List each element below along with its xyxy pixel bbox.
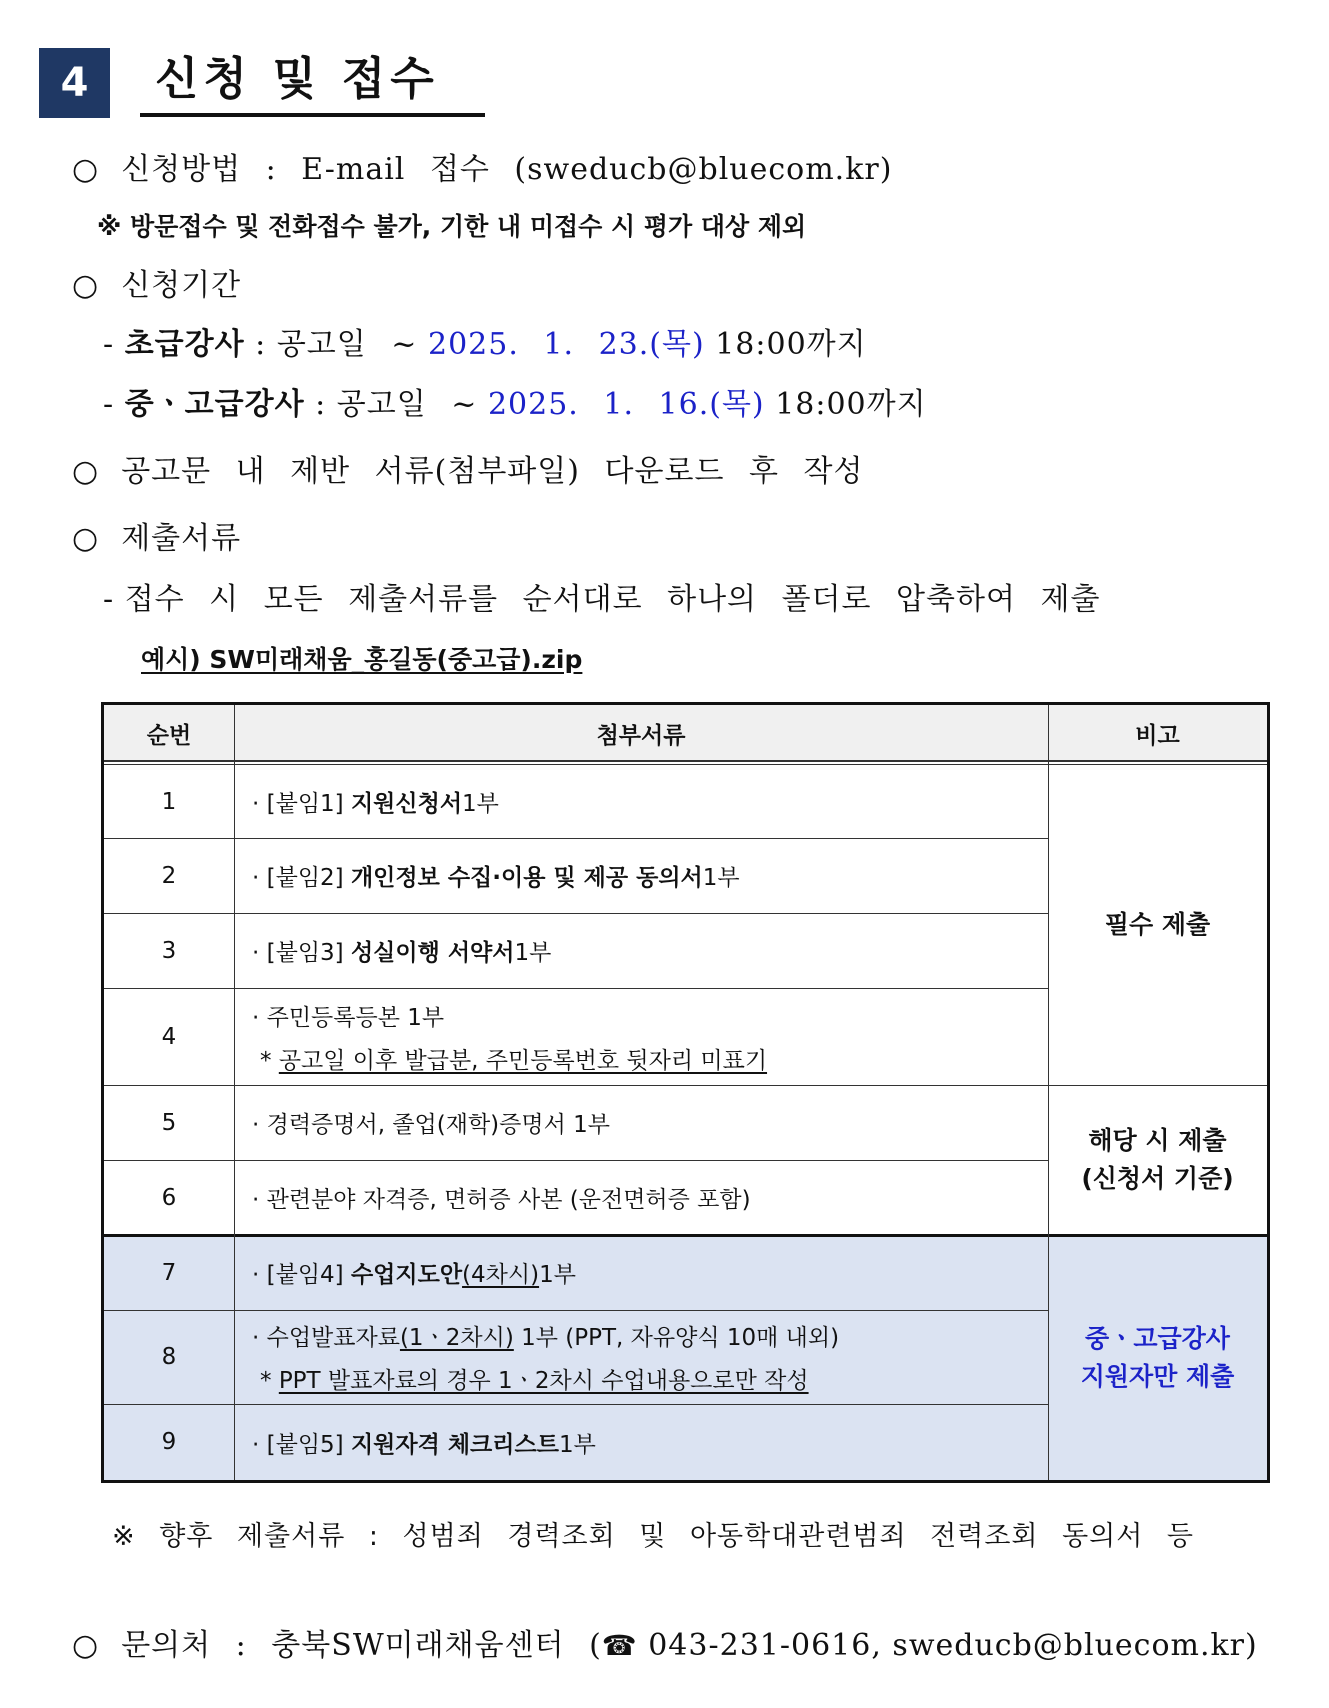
doc-text: · 수업발표자료	[252, 1325, 400, 1351]
future-docs-text: ※ 향후 제출서류 : 성범죄 경력조회 및 아동학대관련범죄 전력조회 동의서 등	[112, 1521, 1195, 1552]
section-title: 신청 및 접수	[155, 52, 439, 105]
header-remark: 비고	[1048, 705, 1267, 761]
dash: -	[103, 327, 115, 362]
doc-prefix: · [붙임5]	[252, 1431, 344, 1458]
header-no: 순번	[104, 705, 234, 761]
col-divider	[1048, 705, 1049, 1480]
row-number: 7	[161, 1259, 177, 1286]
doc-text: · 주민등록등본 1부	[252, 1004, 445, 1031]
doc-suffix: 1부	[702, 865, 740, 891]
contact-line	[72, 1626, 1258, 1666]
row-number: 9	[161, 1429, 177, 1455]
future-docs-note	[112, 1517, 1194, 1557]
row-number: 5	[161, 1109, 177, 1136]
period-row-beginner	[103, 325, 867, 365]
apply-period-label: 신청기간	[121, 268, 242, 303]
period-from: 공고일 ~	[336, 387, 478, 422]
table-row-doc	[234, 765, 1048, 838]
remark-mid-high	[1048, 1235, 1267, 1480]
separator: :	[255, 327, 267, 362]
table-row-doc	[234, 1235, 1048, 1310]
row-divider	[104, 1310, 1048, 1311]
table-row-doc	[234, 838, 1048, 913]
doc-suffix: 1부	[462, 791, 499, 817]
row-divider	[104, 1085, 1267, 1086]
row-number: 6	[161, 1184, 177, 1211]
doc-paren: (1ㆍ2차시)	[399, 1325, 514, 1351]
period-from: 공고일 ~	[276, 327, 418, 362]
remark-line: (신청서 기준)	[1081, 1164, 1234, 1193]
dash: -	[103, 582, 115, 617]
doc-title: 수업지도안	[350, 1262, 463, 1288]
col-divider	[234, 705, 235, 1480]
apply-period-line	[72, 266, 241, 306]
remark-conditional	[1048, 1085, 1267, 1235]
phone-icon: ☎	[601, 1629, 638, 1662]
doc-suffix: 1부	[514, 940, 552, 966]
doc-prefix: · [붙임2]	[252, 865, 344, 891]
period-time: 18:00까지	[715, 327, 867, 362]
doc-subnote: 공고일 이후 발급분, 주민등록번호 뒷자리 미표기	[278, 1047, 768, 1074]
table-row-doc: · 경력증명서, 졸업(재학)증명서 1부	[252, 1112, 610, 1138]
period-role: 중ㆍ고급강사	[124, 387, 305, 422]
row-divider	[104, 1404, 1048, 1405]
doc-title: 지원신청서	[350, 791, 463, 817]
bullet-circle: ○	[72, 268, 100, 303]
submission-example: 예시) SW미래채움_홍길동(중고급).zip	[141, 645, 583, 674]
submission-instruction: 접수 시 모든 제출서류를 순서대로 하나의 폴더로 압축하여 제출	[124, 582, 1101, 617]
row-divider	[104, 1160, 1048, 1161]
apply-method-line	[72, 150, 892, 190]
period-time: 18:00까지	[775, 387, 927, 422]
section-number-badge: 4	[39, 48, 110, 118]
table-row-doc	[234, 913, 1048, 988]
doc-paren: (4차시)	[462, 1262, 540, 1288]
doc-suffix: 1부	[539, 1262, 576, 1288]
submission-line	[72, 519, 241, 559]
apply-method-text: 신청방법 : E-mail 접수 (sweducb@bluecom.kr)	[121, 152, 893, 187]
row-divider	[104, 988, 1048, 989]
bullet-circle: ○	[72, 1628, 100, 1663]
doc-title: 지원자격 체크리스트	[350, 1431, 559, 1458]
table-row-doc	[234, 1404, 1048, 1480]
header-double-rule	[104, 764, 1267, 765]
table-row-doc	[234, 988, 1048, 1085]
download-line	[72, 452, 863, 492]
doc-title: 성실이행 서약서	[350, 940, 515, 966]
period-date: 2025. 1. 23.(목)	[427, 327, 705, 362]
period-role: 초급강사	[124, 327, 245, 362]
remark-line: 중ㆍ고급강사	[1085, 1323, 1230, 1353]
period-row-intermediate	[103, 385, 927, 425]
bullet-circle: ○	[72, 454, 100, 489]
row-number: 8	[161, 1344, 177, 1370]
contact-label: 문의처 : 충북SW미래채움센터 (	[121, 1628, 602, 1663]
row-number: 1	[161, 788, 177, 815]
submission-label: 제출서류	[121, 521, 242, 556]
remark-line: 지원자만 제출	[1080, 1361, 1235, 1391]
doc-text: 1부 (PPT, 자유양식 10매 내외)	[513, 1325, 840, 1351]
bullet-circle: ○	[72, 521, 100, 556]
documents-table	[101, 702, 1270, 1483]
contact-detail: 043-231-0616, sweducb@bluecom.kr)	[637, 1628, 1258, 1663]
header-doc: 첨부서류	[234, 705, 1048, 761]
dash: -	[103, 387, 115, 422]
title-underline	[140, 113, 485, 117]
row-number: 2	[161, 862, 177, 889]
subnote-marker: *	[260, 1047, 272, 1074]
row-number: 3	[161, 937, 177, 964]
submission-instruction-line	[103, 580, 1100, 620]
block-divider	[104, 1234, 1267, 1237]
doc-prefix: · [붙임3]	[252, 940, 344, 966]
header-double-rule	[104, 760, 1267, 762]
doc-prefix: · [붙임4]	[252, 1262, 344, 1288]
row-divider	[104, 913, 1048, 914]
apply-method-note: ※ 방문접수 및 전화접수 불가, 기한 내 미접수 시 평가 대상 제외	[97, 212, 807, 241]
table-row-doc: · 관련분야 자격증, 면허증 사본 (운전면허증 포함)	[252, 1187, 751, 1213]
separator: :	[315, 387, 327, 422]
remark-line: 해당 시 제출	[1088, 1126, 1227, 1155]
doc-title: 개인정보 수집·이용 및 제공 동의서	[350, 865, 703, 891]
bullet-circle: ○	[72, 152, 100, 187]
doc-prefix: · [붙임1]	[252, 791, 344, 817]
subnote-marker: *	[260, 1368, 272, 1394]
doc-suffix: 1부	[558, 1431, 596, 1458]
download-text: 공고문 내 제반 서류(첨부파일) 다운로드 후 작성	[121, 454, 864, 489]
period-date: 2025. 1. 16.(목)	[487, 387, 765, 422]
table-row-doc	[234, 1310, 1048, 1404]
remark-required: 필수 제출	[1104, 910, 1211, 939]
row-number: 4	[161, 1023, 177, 1050]
row-divider	[104, 838, 1048, 839]
doc-subnote: PPT 발표자료의 경우 1ㆍ2차시 수업내용으로만 작성	[278, 1368, 809, 1394]
